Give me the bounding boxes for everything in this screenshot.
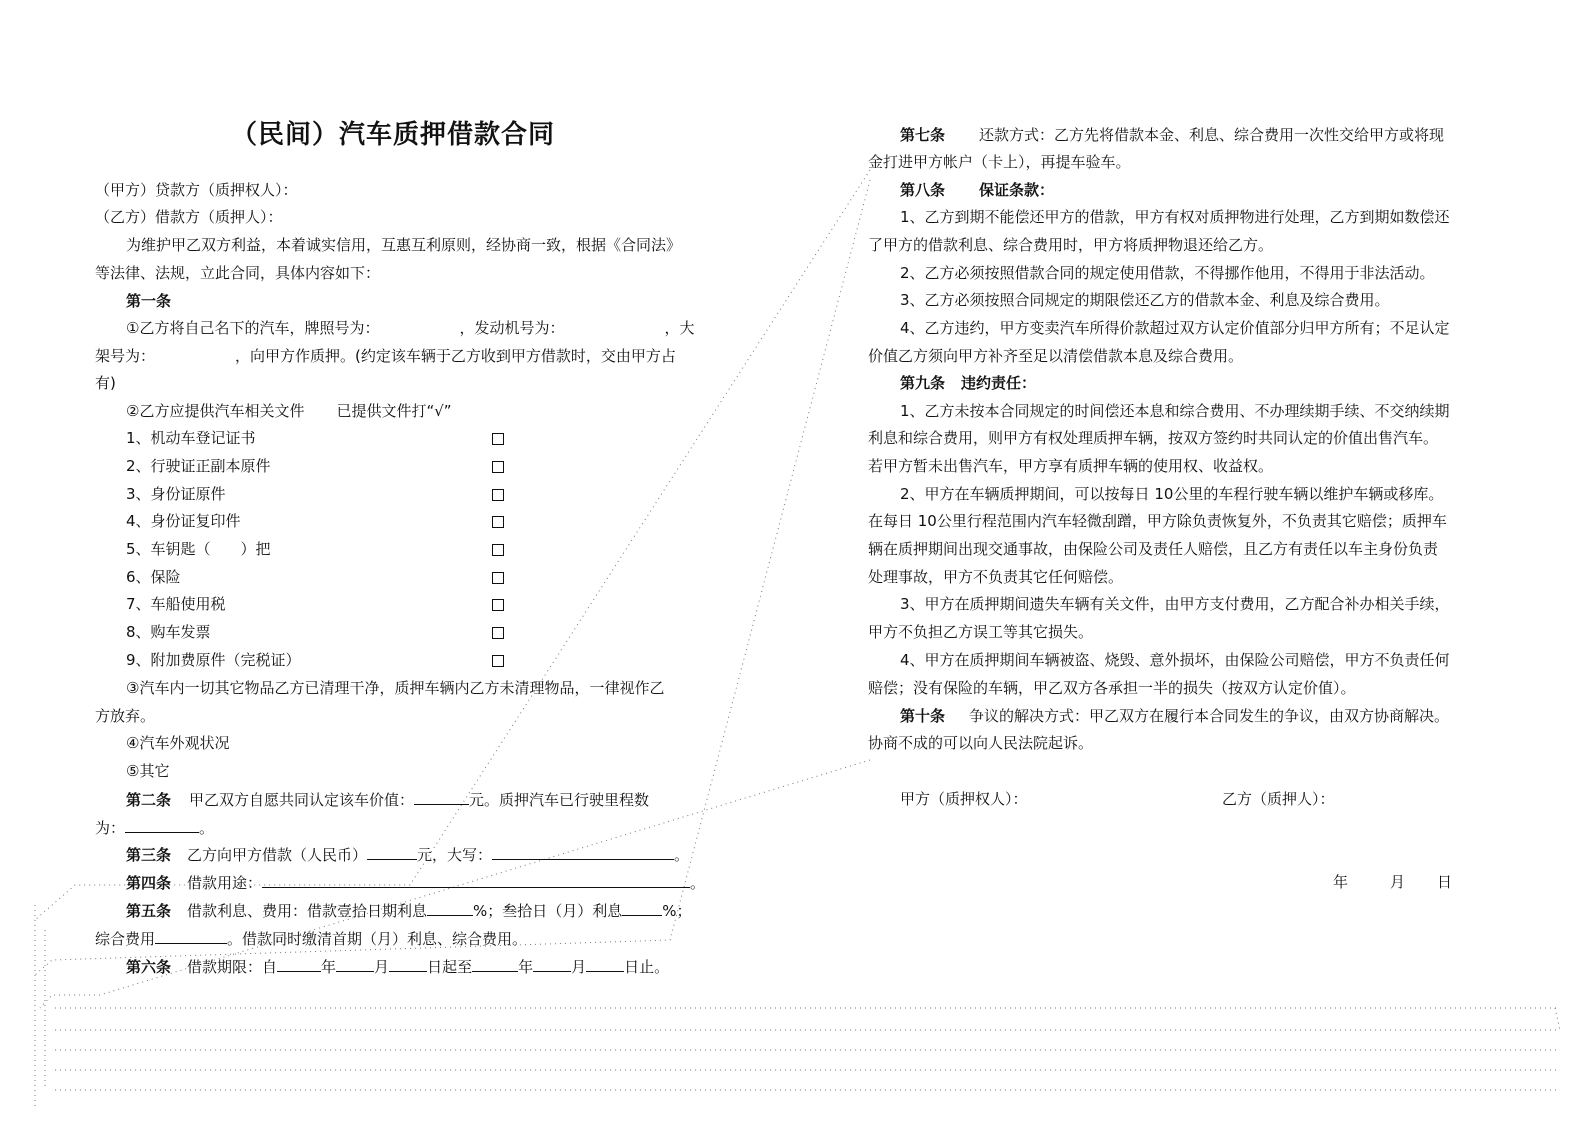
lender-party: （甲方）贷款方（质押权人）： [95, 181, 298, 199]
doc-checkbox-6[interactable] [492, 572, 504, 584]
article-8-item-4-line-2: 价值乙方须向甲方补齐至足以清偿借款本息及综合费用。 [868, 347, 1244, 365]
article-7-line-1 [900, 125, 1444, 145]
article-8-label: 第八条 [900, 181, 946, 199]
doc-item-7: 7、车船使用税 [126, 595, 226, 613]
article-5-label: 第五条 [126, 902, 172, 920]
article-9-heading [900, 373, 1036, 393]
article-text: 借款利息、费用：借款壹拾日期利息 [187, 902, 428, 920]
article-text: 。 [199, 819, 215, 837]
article-text: 。 [690, 874, 706, 892]
article-text: 。借款同时缴清首期（月）利息、综合费用。 [227, 930, 528, 948]
article-9-item-4-line-1: 4、甲方在质押期间车辆被盗、烧毁、意外损坏，由保险公司赔偿，甲方不负责任何 [900, 651, 1450, 669]
article-1-clause-1-line-1 [126, 318, 694, 338]
doc-checkbox-9[interactable] [492, 655, 504, 667]
intro-line-2: 等法律、法规，立此合同，具体内容如下： [95, 264, 381, 282]
article-9-item-4-line-2: 赔偿；没有保险的车辆，甲乙双方各承担一半的损失（按双方认定价值）。 [868, 679, 1356, 697]
doc-checkbox-2[interactable] [492, 461, 504, 473]
start-year-blank[interactable] [277, 956, 321, 972]
mileage-blank[interactable] [125, 817, 199, 833]
clause-text: ①乙方将自己名下的汽车，牌照号为： [126, 319, 380, 337]
clause-text: ，发动机号为： [459, 319, 565, 337]
article-text: 还款方式：乙方先将借款本金、利息、综合费用一次性交给甲方或将现 [979, 126, 1445, 144]
article-9-item-1-line-1: 1、乙方未按本合同规定的时间偿还本息和综合费用、不办理续期手续、不交纳续期 [900, 402, 1450, 420]
article-7-label: 第七条 [900, 126, 946, 144]
article-8-item-3: 3、乙方必须按照合同规定的期限偿还乙方的借款本金、利息及综合费用。 [900, 291, 1390, 309]
article-9-item-1-line-2: 利息和综合费用，则甲方有权处理质押车辆，按双方签约时共同认定的价值出售汽车。 [868, 429, 1439, 447]
article-text: 借款用途： [187, 874, 263, 892]
article-text: 争议的解决方式：甲乙双方在履行本合同发生的争议，由双方协商解决。 [969, 707, 1450, 725]
article-1-clause-3-line-2: 方放弃。 [95, 707, 156, 725]
date-month-label: 月 [1390, 873, 1406, 891]
start-month-blank[interactable] [336, 956, 374, 972]
doc-checkbox-1[interactable] [492, 433, 504, 445]
article-1-clause-4: ④汽车外观状况 [126, 734, 230, 752]
clause-text: ②乙方应提供汽车相关文件 [126, 402, 305, 420]
article-9-item-2-line-2: 在每日 10公里行程范围内汽车轻微刮蹭，甲方除负责恢复外，不负责其它赔偿；质押车 [868, 512, 1447, 530]
article-1-heading: 第一条 [126, 292, 172, 310]
end-year-blank[interactable] [472, 956, 518, 972]
doc-item-2: 2、行驶证正副本原件 [126, 457, 271, 475]
article-8-heading [900, 180, 1054, 200]
article-text: 月 [374, 958, 390, 976]
article-text: 月 [571, 958, 587, 976]
borrower-party: （乙方）借款方（质押人）： [95, 208, 283, 226]
article-1-clause-1-line-3: 有) [95, 374, 116, 392]
article-8-item-1-line-2: 了甲方的借款利息、综合费用时，甲方将质押物退还给乙方。 [868, 236, 1274, 254]
article-1-clause-5: ⑤其它 [126, 762, 170, 780]
doc-checkbox-5[interactable] [492, 544, 504, 556]
clause-text: ，向甲方作质押。(约定该车辆于乙方收到甲方借款时，交由甲方占 [235, 347, 676, 365]
article-9-title: 违约责任： [961, 374, 1037, 392]
article-6 [126, 956, 669, 977]
article-5-line-1 [126, 900, 692, 921]
clause-text: ，大 [664, 319, 695, 337]
doc-item-9: 9、附加费原件（完税证） [126, 651, 301, 669]
date-year-label: 年 [1333, 873, 1349, 891]
article-4 [126, 872, 705, 893]
doc-checkbox-4[interactable] [492, 516, 504, 528]
end-day-blank[interactable] [586, 956, 624, 972]
doc-item-8: 8、购车发票 [126, 623, 211, 641]
signature-party-b: 乙方（质押人）： [1222, 790, 1335, 808]
doc-item-4: 4、身份证复印件 [126, 512, 241, 530]
intro-line-1: 为维护甲乙双方利益，本着诚实信用，互惠互利原则，经协商一致，根据《合同法》 [126, 236, 682, 254]
doc-checkbox-8[interactable] [492, 627, 504, 639]
vehicle-value-blank[interactable] [414, 789, 469, 805]
article-8-title: 保证条款： [979, 181, 1055, 199]
article-2-label: 第二条 [126, 791, 172, 809]
article-10-line-1 [900, 706, 1449, 726]
article-6-label: 第六条 [126, 958, 172, 976]
article-7-line-2: 金打进甲方帐户（卡上），再提车验车。 [868, 153, 1131, 171]
doc-item-6: 6、保险 [126, 568, 181, 586]
article-10-label: 第十条 [900, 707, 946, 725]
loan-purpose-blank[interactable] [262, 872, 690, 888]
article-9-item-1-line-3: 若甲方暂未出售汽车，甲方享有质押车辆的使用权、收益权。 [868, 457, 1274, 475]
article-text: 乙方向甲方借款（人民币） [187, 846, 368, 864]
signature-party-a: 甲方（质押权人）： [900, 790, 1028, 808]
article-text: %； [662, 902, 692, 920]
loan-amount-blank[interactable] [367, 844, 417, 860]
article-4-label: 第四条 [126, 874, 172, 892]
article-5-line-2 [95, 928, 527, 949]
article-2-line-1 [126, 789, 649, 810]
article-text: 年 [321, 958, 337, 976]
doc-checkbox-7[interactable] [492, 599, 504, 611]
article-8-item-1-line-1: 1、乙方到期不能偿还甲方的借款，甲方有权对质押物进行处理，乙方到期如数偿还 [900, 208, 1450, 226]
article-9-item-3-line-2: 甲方不负担乙方误工等其它损失。 [868, 623, 1094, 641]
article-text: 元，大写： [417, 846, 493, 864]
article-text: 。 [674, 846, 690, 864]
article-text: 年 [518, 958, 534, 976]
article-9-item-2-line-3: 辆在质押期间出现交通事故，由保险公司及责任人赔偿，且乙方有责任以车主身份负责 [868, 540, 1439, 558]
article-2-line-2 [95, 817, 214, 838]
article-text: 甲乙双方自愿共同认定该车价值： [189, 791, 415, 809]
article-9-item-3-line-1: 3、甲方在质押期间遗失车辆有关文件，由甲方支付费用，乙方配合补办相关手续， [900, 595, 1450, 613]
article-text: 日止。 [624, 958, 670, 976]
loan-amount-words-blank[interactable] [492, 844, 674, 860]
interest-10-day-blank[interactable] [427, 900, 473, 916]
article-text: 为： [95, 819, 126, 837]
article-8-item-4-line-1: 4、乙方违约，甲方变卖汽车所得价款超过双方认定价值部分归甲方所有；不足认定 [900, 319, 1450, 337]
doc-item-5: 5、车钥匙（ ）把 [126, 540, 271, 558]
article-9-item-2-line-1: 2、甲方在车辆质押期间，可以按每日 10公里的车程行驶车辆以维护车辆或移库。 [900, 485, 1444, 503]
article-3-label: 第三条 [126, 846, 172, 864]
article-text: 元。质押汽车已行驶里程数 [469, 791, 650, 809]
article-8-item-2: 2、乙方必须按照借款合同的规定使用借款，不得挪作他用，不得用于非法活动。 [900, 264, 1435, 282]
interest-30-day-blank[interactable] [622, 900, 662, 916]
end-month-blank[interactable] [533, 956, 571, 972]
article-1-clause-2 [126, 401, 452, 421]
article-text: 日起至 [427, 958, 473, 976]
start-day-blank[interactable] [389, 956, 427, 972]
article-3 [126, 844, 689, 865]
fee-blank[interactable] [155, 928, 227, 944]
article-text: 借款期限：自 [187, 958, 278, 976]
contract-title: （民间）汽车质押借款合同 [231, 120, 556, 150]
clause-text: 架号为： [95, 347, 156, 365]
article-9-item-2-line-4: 处理事故，甲方不负责其它任何赔偿。 [868, 568, 1124, 586]
doc-item-3: 3、身份证原件 [126, 485, 226, 503]
article-1-clause-1-line-2 [95, 346, 676, 366]
date-day-label: 日 [1437, 873, 1453, 891]
doc-item-1: 1、机动车登记证书 [126, 429, 256, 447]
doc-checkbox-3[interactable] [492, 489, 504, 501]
article-text: %；叁拾日（月）利息 [473, 902, 623, 920]
article-text: 综合费用 [95, 930, 156, 948]
article-1-clause-3-line-1: ③汽车内一切其它物品乙方已清理干净，质押车辆内乙方未清理物品，一律视作乙 [126, 679, 665, 697]
clause-text: 已提供文件打“√” [336, 402, 452, 420]
article-10-line-2: 协商不成的可以向人民法院起诉。 [868, 734, 1094, 752]
article-9-label: 第九条 [900, 374, 946, 392]
